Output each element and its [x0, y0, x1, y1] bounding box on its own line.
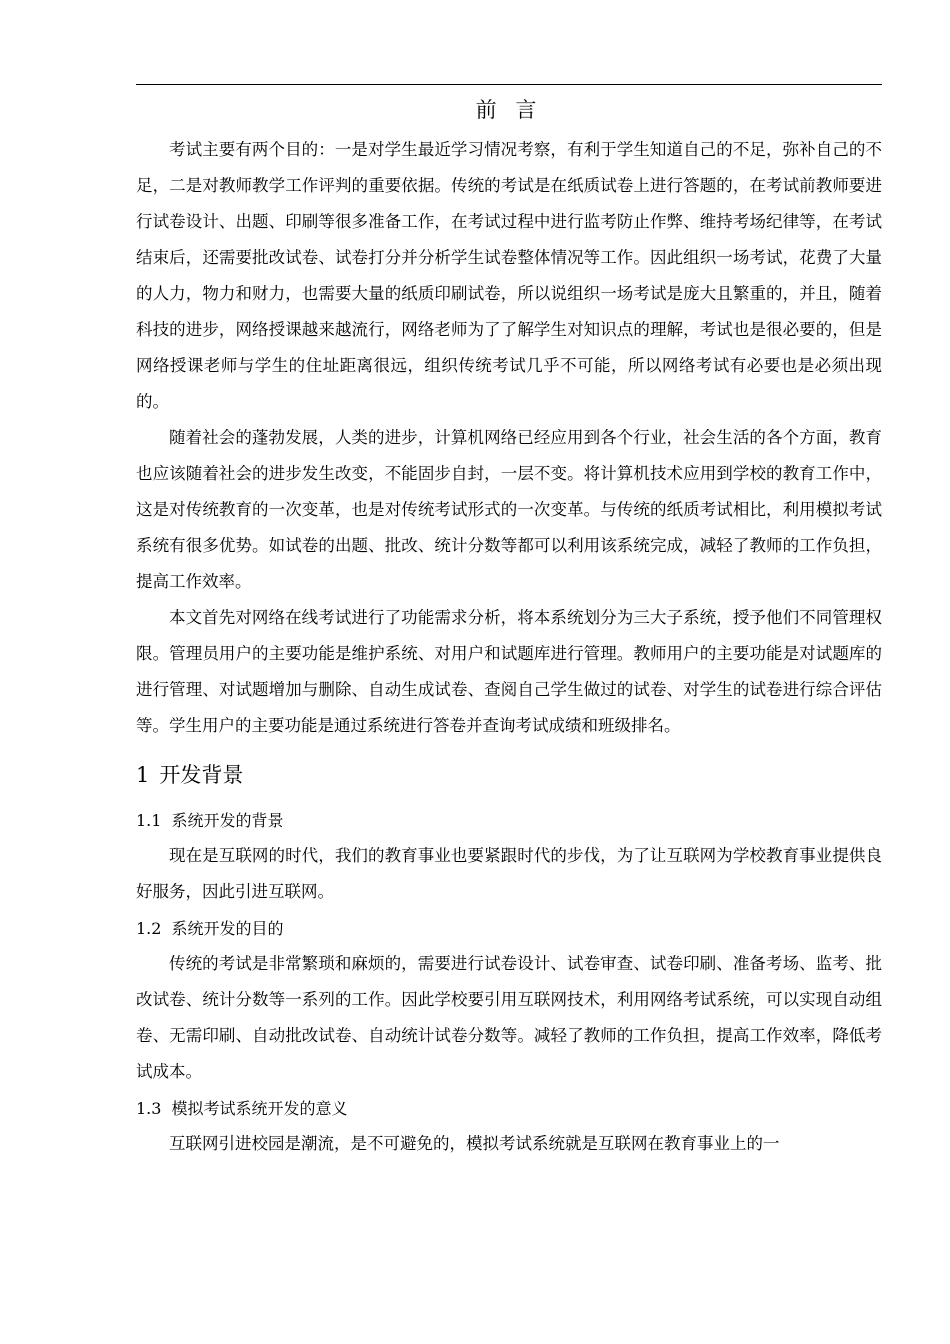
section-1-1-number: 1.1	[136, 811, 162, 830]
section-1-1-title: 系统开发的背景	[171, 811, 284, 830]
section-1-2-heading	[136, 914, 882, 944]
section-1-2-number: 1.2	[136, 919, 162, 938]
page-content	[136, 92, 882, 1162]
section-1-3-number: 1.3	[136, 1099, 162, 1118]
section-1-2-title: 系统开发的目的	[171, 919, 284, 938]
preface-paragraph-3: 本文首先对网络在线考试进行了功能需求分析，将本系统划分为三大子系统，授予他们不同管理权限。管理员用户的主要功能是维护系统、对用户和试题库进行管理。教师用户的主要功能是对试题库的进行管理、对试题增加与删除、自动生成试卷、查阅自己学生做过的试卷、对学生的试卷进行综合评估等。学生用户的主要功能是通过系统进行答卷并查询考试成绩和班级排名。	[136, 608, 882, 735]
section-1-2-paragraph: 传统的考试是非常繁琐和麻烦的，需要进行试卷设计、试卷审查、试卷印刷、准备考场、监考、批改试卷、统计分数等一系列的工作。因此学校要引用互联网技术，利用网络考试系统，可以实现自动组卷、无需印刷、自动批改试卷、自动统计试卷分数等。减轻了教师的工作负担，提高工作效率，降低考试成本。	[136, 954, 882, 1081]
chapter-1-number: 1	[136, 763, 150, 787]
preface-title: 前 言	[475, 98, 543, 122]
section-1-3-paragraph: 互联网引进校园是潮流，是不可避免的，模拟考试系统就是互联网在教育事业上的一	[169, 1134, 780, 1153]
preface-paragraph-1: 考试主要有两个目的：一是对学生最近学习情况考察，有利于学生知道自己的不足，弥补自己的不足，二是对教师教学工作评判的重要依据。传统的考试是在纸质试卷上进行答题的，在考试前教师要进行试卷设计、出题、印刷等很多准备工作，在考试过程中进行监考防止作弊、维持考场纪律等，在考试结束后，还需要批改试卷、试卷打分并分析学生试卷整体情况等工作。因此组织一场考试，花费了大量的人力，物力和财力，也需要大量的纸质印刷试卷，所以说组织一场考试是庞大且繁重的，并且，随着科技的进步，网络授课越来越流行，网络老师为了了解学生对知识点的理解，考试也是很必要的，但是网络授课老师与学生的住址距离很远，组织传统考试几乎不可能，所以网络考试有必要也是必须出现的。	[136, 140, 882, 411]
chapter-1-title: 开发背景	[159, 763, 244, 787]
header-rule	[136, 84, 882, 85]
section-1-1-paragraph: 现在是互联网的时代，我们的教育事业也要紧跟时代的步伐，为了让互联网为学校教育事业提供良好服务，因此引进互联网。	[136, 846, 882, 901]
section-1-3-title: 模拟考试系统开发的意义	[171, 1099, 348, 1118]
chapter-1-heading	[136, 758, 882, 792]
preface-paragraph-2: 随着社会的蓬勃发展，人类的进步，计算机网络已经应用到各个行业，社会生活的各个方面，教育也应该随着社会的进步发生改变，不能固步自封，一层不变。将计算机技术应用到学校的教育工作中，这是对传统教育的一次变革，也是对传统考试形式的一次变革。与传统的纸质考试相比，利用模拟考试系统有很多优势。如试卷的出题、批改、统计分数等都可以利用该系统完成，减轻了教师的工作负担，提高工作效率。	[136, 428, 882, 591]
section-1-3-heading	[136, 1094, 882, 1124]
section-1-1-heading	[136, 806, 882, 836]
